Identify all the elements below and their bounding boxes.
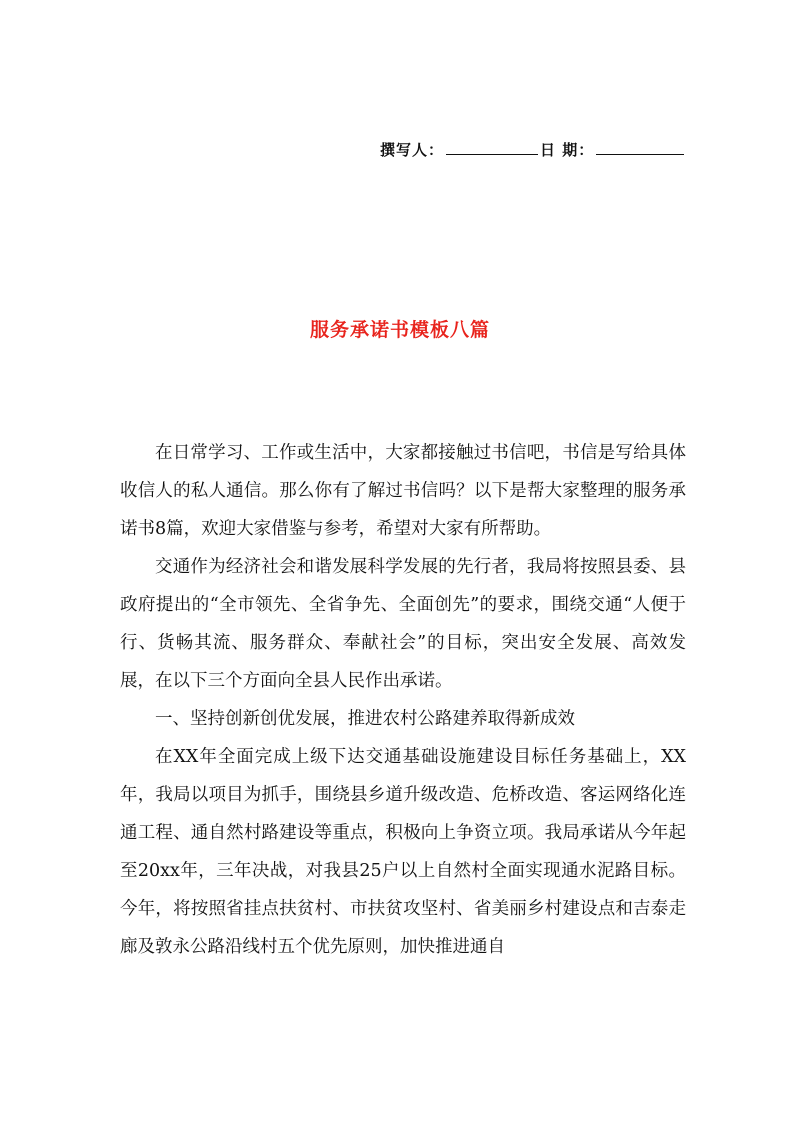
- paragraph-intro: 在日常学习、工作或生活中，大家都接触过书信吧，书信是写给具体收信人的私人通信。那么你有了解过书信吗？以下是帮大家整理的服务承诺书8篇，欢迎大家借鉴与参考，希望对大家有所帮助。: [120, 443, 686, 539]
- paragraph-commitment: 交通作为经济社会和谐发展科学发展的先行者，我局将按照县委、县政府提出的“全市领先、全省争先、全面创先”的要求，围绕交通“人便于行、货畅其流、服务群众、奉献社会”的目标，突出安全发展、高效发展，在以下三个方面向全县人民作出承诺。: [120, 557, 686, 691]
- date-label: 日 期：: [540, 141, 595, 159]
- document-title: 服务承诺书模板八篇: [309, 319, 490, 341]
- document-body: [120, 434, 686, 966]
- author-date-line: [380, 139, 684, 160]
- paragraph-section-1: 在XX年全面完成上级下达交通基础设施建设目标任务基础上，XX年，我局以项目为抓手，围绕县乡道升级改造、危桥改造、客运网络化连通工程、通自然村路建设等重点，积极向上争资立项。我局承诺从今年起至20xx年，三年决战，对我县25户以上自然村全面实现通水泥路目标。今年，将按照省挂点扶贫村、市扶贫攻坚村、省美丽乡村建设点和吉泰走廊及敦永公路沿线村五个优先原则，加快推进通自: [120, 747, 686, 957]
- date-blank: [596, 140, 684, 155]
- author-blank: [446, 140, 538, 155]
- author-label: 撰写人：: [380, 141, 445, 159]
- section-heading-1: 一、坚持创新创优发展，推进农村公路建养取得新成效: [155, 709, 575, 729]
